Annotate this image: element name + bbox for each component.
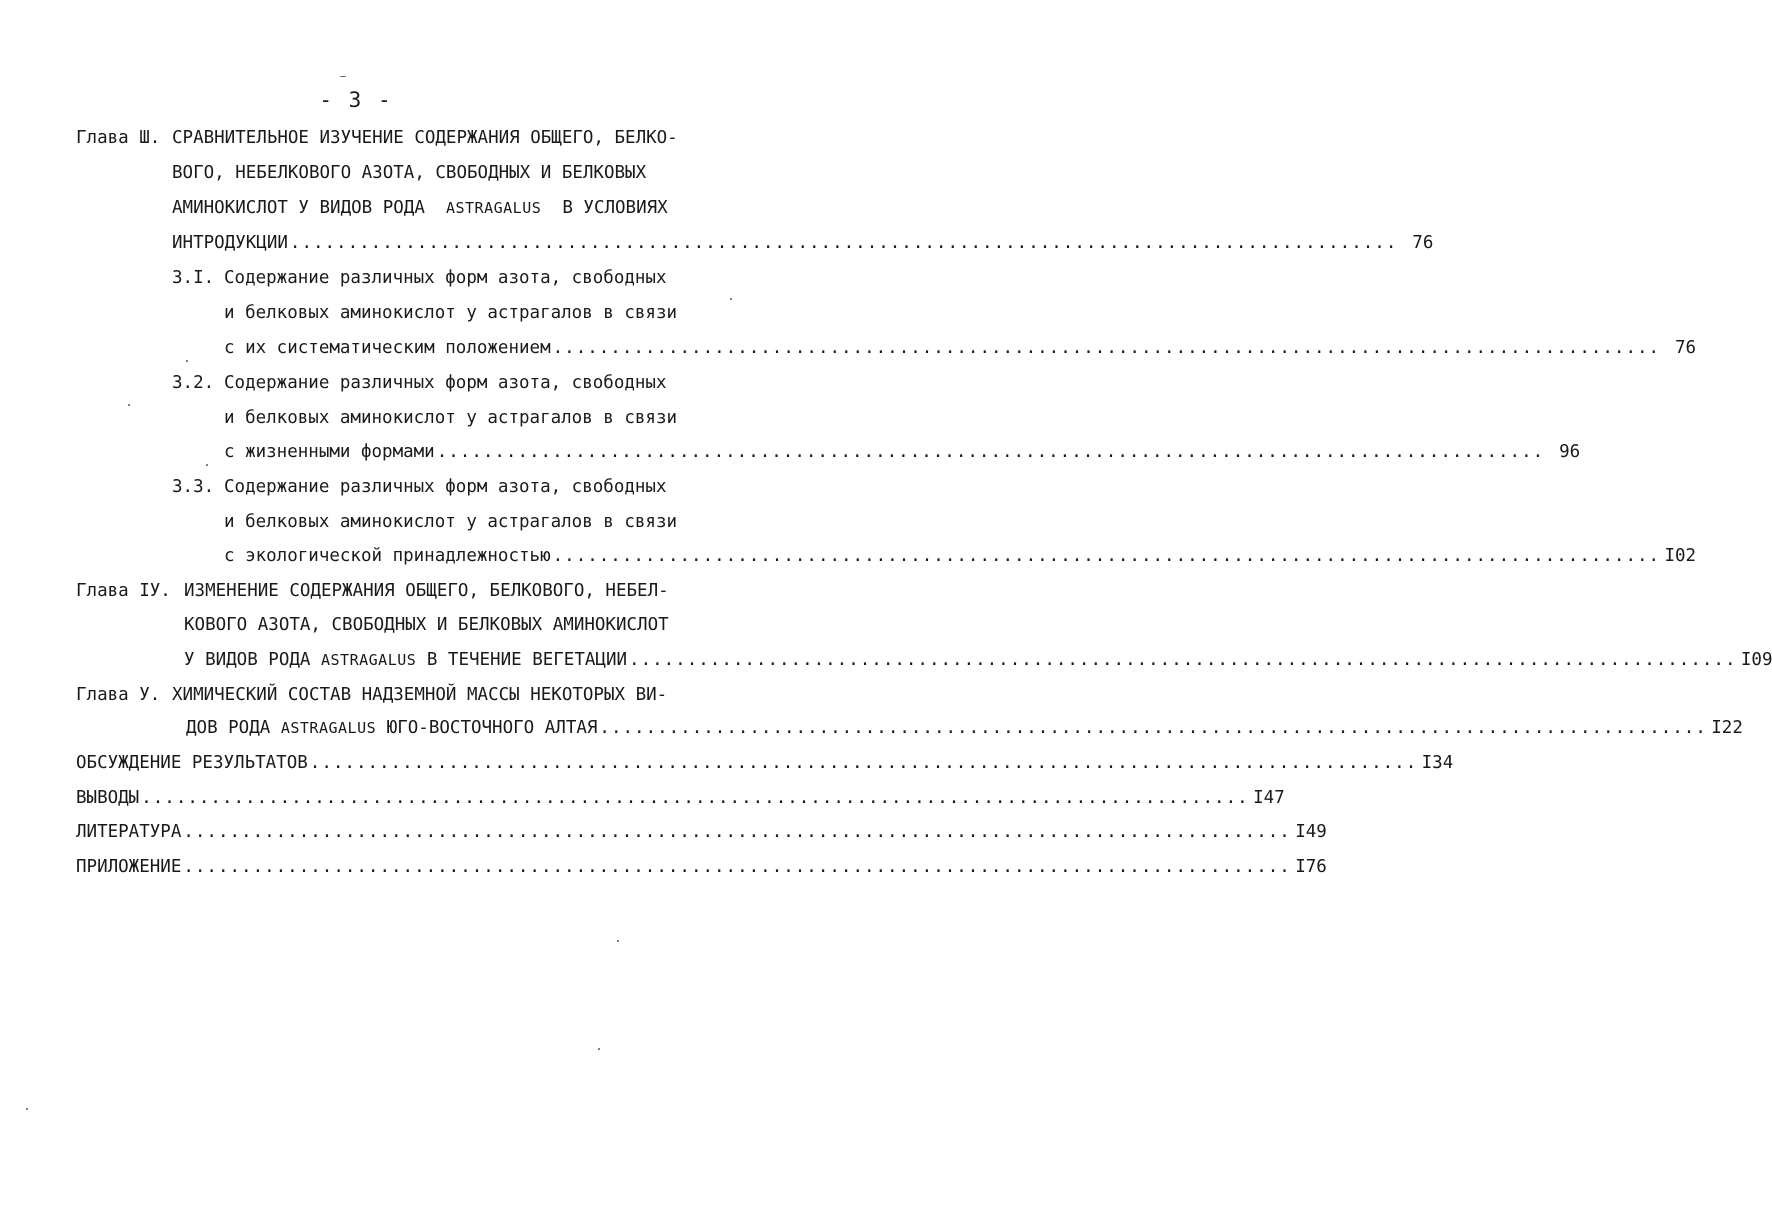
section-3-3-line-3: с экологической принадлежностью bbox=[224, 546, 551, 566]
scan-speck bbox=[617, 940, 619, 942]
section-3-1-line-3: с их систематическим положением bbox=[224, 338, 551, 358]
chapter-4-entry[interactable] bbox=[184, 648, 1772, 672]
chapter-5-title-line-1: ХИМИЧЕСКИЙ СОСТАВ НАДЗЕМНОЙ МАССЫ НЕКОТОРЫХ ВИ- bbox=[172, 685, 668, 705]
literature-page: I49 bbox=[1295, 822, 1327, 842]
section-3-1-line-1: Содержание различных форм азота, свободных bbox=[224, 268, 667, 288]
section-3-3-line-1: Содержание различных форм азота, свободных bbox=[224, 477, 667, 497]
chapter-5-title-line-2a: ДОВ РОДА bbox=[186, 718, 271, 738]
section-3-3-entry[interactable] bbox=[224, 544, 1697, 568]
genus-name: ASTRAGALUS bbox=[320, 651, 417, 669]
dot-leader: ................................................................................................ bbox=[629, 650, 1737, 670]
genus-name: ASTRAGALUS bbox=[280, 719, 377, 737]
genus-name: ASTRAGALUS bbox=[445, 199, 542, 217]
chapter-3-page: 76 bbox=[1412, 233, 1434, 253]
chapter-3-label: Глава Ш. bbox=[76, 128, 161, 148]
discussion-entry[interactable] bbox=[76, 751, 1454, 775]
section-3-2-page: 96 bbox=[1559, 442, 1581, 462]
chapter-5-title-line-2 bbox=[186, 716, 597, 740]
literature-label: ЛИТЕРАТУРА bbox=[76, 822, 182, 842]
chapter-4-page: I09 bbox=[1740, 650, 1772, 670]
chapter-4-title-line-1: ИЗМЕНЕНИЕ СОДЕРЖАНИЯ ОБЩЕГО, БЕЛКОВОГО, НЕБЕЛ- bbox=[184, 581, 669, 601]
section-3-3-page: I02 bbox=[1664, 546, 1697, 566]
chapter-3-title-line-1: СРАВНИТЕЛЬНОЕ ИЗУЧЕНИЕ СОДЕРЖАНИЯ ОБЩЕГО, БЕЛКО- bbox=[172, 128, 678, 148]
dot-leader: ................................................................................................ bbox=[183, 857, 1291, 877]
chapter-5-entry[interactable] bbox=[186, 716, 1743, 740]
chapter-5-page: I22 bbox=[1711, 718, 1743, 738]
section-3-3-number: 3.3. bbox=[172, 477, 215, 497]
chapter-4-title-line-3a: У ВИДОВ РОДА bbox=[184, 650, 311, 670]
page-number: - 3 - bbox=[319, 88, 393, 112]
scan-speck bbox=[26, 1108, 28, 1110]
section-3-1-page: 76 bbox=[1675, 338, 1697, 358]
section-3-2-entry[interactable] bbox=[224, 440, 1581, 464]
section-3-2-line-3: с жизненными формами bbox=[224, 442, 435, 462]
appendix-page: I76 bbox=[1295, 857, 1327, 877]
section-3-2-line-2: и белковых аминокислот у астрагалов в связи bbox=[224, 408, 678, 428]
conclusions-entry[interactable] bbox=[76, 786, 1285, 810]
scan-speck bbox=[340, 76, 346, 77]
appendix-entry[interactable] bbox=[76, 855, 1327, 879]
chapter-5-label: Глава У. bbox=[76, 685, 161, 705]
conclusions-page: I47 bbox=[1253, 788, 1285, 808]
discussion-page: I34 bbox=[1421, 753, 1454, 773]
section-3-2-number: 3.2. bbox=[172, 373, 215, 393]
dot-leader: ................................................................................................ bbox=[141, 788, 1249, 808]
chapter-3-title-line-3 bbox=[172, 196, 668, 220]
scan-speck bbox=[730, 298, 732, 300]
chapter-3-title-line-3c: В УСЛОВИЯХ bbox=[562, 198, 668, 218]
appendix-label: ПРИЛОЖЕНИЕ bbox=[76, 857, 182, 877]
chapter-4-title-line-3 bbox=[184, 648, 627, 672]
dot-leader: ................................................................................................ bbox=[552, 338, 1661, 358]
discussion-label: ОБСУЖДЕНИЕ РЕЗУЛЬТАТОВ bbox=[76, 753, 308, 773]
literature-entry[interactable] bbox=[76, 820, 1327, 844]
chapter-3-title-line-4: ИНТРОДУКЦИИ bbox=[172, 233, 288, 253]
chapter-4-title-line-2: КОВОГО АЗОТА, СВОБОДНЫХ И БЕЛКОВЫХ АМИНОКИСЛОТ bbox=[184, 615, 669, 635]
scan-speck bbox=[186, 360, 188, 362]
section-3-1-number: 3.I. bbox=[172, 268, 215, 288]
scan-speck bbox=[598, 1048, 600, 1050]
chapter-4-label: Глава IУ. bbox=[76, 581, 171, 601]
section-3-1-entry[interactable] bbox=[224, 336, 1697, 360]
dot-leader: ................................................................................................ bbox=[309, 753, 1418, 773]
chapter-3-title-line-3a: АМИНОКИСЛОТ У ВИДОВ РОДА bbox=[172, 198, 425, 218]
scan-speck bbox=[128, 404, 130, 406]
dot-leader: ................................................................................................ bbox=[552, 546, 1661, 566]
section-3-1-line-2: и белковых аминокислот у астрагалов в связи bbox=[224, 303, 678, 323]
section-3-2-line-1: Содержание различных форм азота, свободных bbox=[224, 373, 667, 393]
chapter-3-title-line-2: ВОГО, НЕБЕЛКОВОГО АЗОТА, СВОБОДНЫХ И БЕЛКОВЫХ bbox=[172, 163, 647, 183]
chapter-5-title-line-2c: ЮГО-ВОСТОЧНОГО АЛТАЯ bbox=[386, 718, 598, 738]
scan-speck bbox=[206, 464, 208, 466]
chapter-3-entry[interactable] bbox=[172, 231, 1434, 255]
dot-leader: ................................................................................................ bbox=[436, 442, 1545, 462]
dot-leader: ................................................................................................ bbox=[599, 718, 1707, 738]
section-3-3-line-2: и белковых аминокислот у астрагалов в связи bbox=[224, 512, 678, 532]
dot-leader: ................................................................................................ bbox=[289, 233, 1398, 253]
conclusions-label: ВЫВОДЫ bbox=[76, 788, 140, 808]
dot-leader: ................................................................................................ bbox=[183, 822, 1291, 842]
chapter-4-title-line-3c: В ТЕЧЕНИЕ ВЕГЕТАЦИИ bbox=[426, 650, 628, 670]
